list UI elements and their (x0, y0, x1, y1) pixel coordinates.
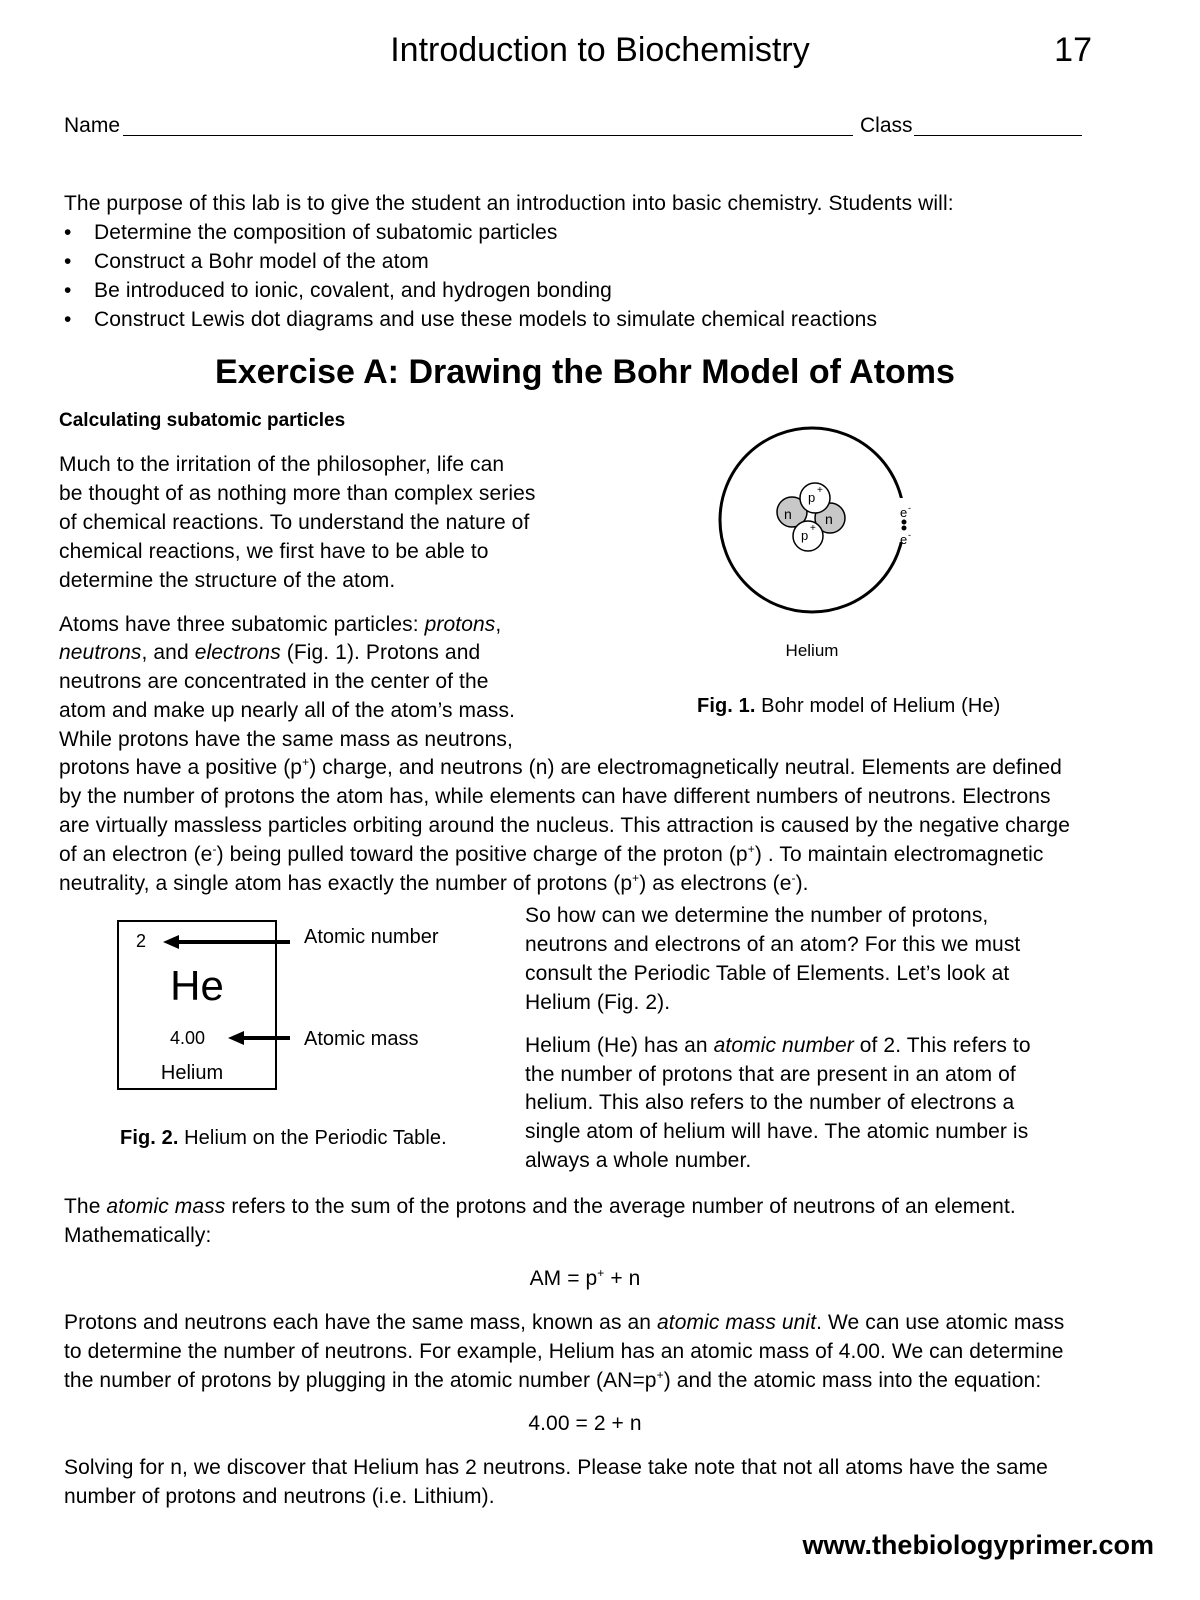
class-label: Class (860, 114, 913, 137)
paragraph-line: While protons have the same mass as neutrons, (59, 728, 513, 751)
paragraph-line: determine the structure of the atom. (59, 569, 396, 592)
list-item: Construct Lewis dot diagrams and use these models to simulate chemical reactions (94, 308, 878, 331)
paragraph-line: Atoms have three subatomic particles: protons, (59, 613, 502, 636)
electron-dot (902, 526, 907, 531)
intro-text: The purpose of this lab is to give the student an introduction into basic chemistry. Students will: (64, 192, 954, 215)
paragraph-line: neutrons, and electrons (Fig. 1). Protons and (59, 641, 481, 664)
paragraph-line: to determine the number of neutrons. For example, Helium has an atomic mass of 4.00. We can determine (64, 1340, 1064, 1363)
neutron-label: n (784, 506, 792, 522)
paragraph-line: helium. This also refers to the number of electrons a (525, 1091, 1015, 1114)
paragraph-line: Much to the irritation of the philosopher, life can (59, 453, 505, 476)
term-protons: protons (424, 613, 496, 636)
page-number: 17 (1054, 31, 1092, 69)
name-label: Name (64, 114, 121, 137)
proton-label: p (801, 528, 809, 543)
paragraph-line: Helium (Fig. 2). (525, 991, 671, 1014)
electron-dot (902, 520, 907, 525)
paragraph-line: single atom of helium will have. The atomic number is (525, 1120, 1029, 1143)
electron-label: e (900, 505, 908, 520)
term-atomic-mass-unit: atomic mass unit (656, 1311, 817, 1334)
fig2-caption: Fig. 2. Helium on the Periodic Table. (120, 1127, 447, 1149)
paragraph-line: So how can we determine the number of protons, (525, 904, 989, 927)
bullet-icon: • (64, 308, 72, 331)
nucleus (777, 483, 845, 551)
list-item: Determine the composition of subatomic particles (94, 221, 558, 244)
fig2-arrows (155, 925, 300, 1055)
footer-url[interactable]: www.thebiologyprimer.com (802, 1530, 1154, 1560)
paragraph-line: of chemical reactions. To understand the nature of (59, 511, 530, 534)
paragraph-line: chemical reactions, we first have to be able to (59, 540, 489, 563)
neutron-label: n (825, 511, 833, 527)
paragraph-line: neutrons are concentrated in the center of the (59, 670, 489, 693)
atomic-mass-value: 4.00 (170, 1028, 206, 1048)
electron-charge: - (908, 530, 911, 540)
paragraph-line: Solving for n, we discover that Helium has 2 neutrons. Please take note that not all atoms have the same (64, 1456, 1048, 1479)
atomic-number-label: Atomic number (304, 926, 439, 948)
paragraph-line: the number of protons by plugging in the atomic number (AN=p+) and the atomic mass into the equation: (64, 1368, 1042, 1392)
exercise-title: Exercise A: Drawing the Bohr Model of Atoms (215, 353, 955, 391)
name-field[interactable] (123, 135, 853, 136)
paragraph-line: the number of protons that are present in an atom of (525, 1063, 1016, 1086)
equation-helium: 4.00 = 2 + n (528, 1412, 642, 1435)
term-neutrons: neutrons (59, 641, 142, 664)
equation-am: AM = p+ + n (529, 1266, 641, 1290)
arrow-left-icon (163, 935, 179, 949)
paragraph-line: number of protons and neutrons (i.e. Lithium). (64, 1485, 495, 1508)
paragraph-line: of an electron (e-) being pulled toward the positive charge of the proton (p+) . To maintain electromagnetic (59, 842, 1044, 866)
paragraph-line: Helium (He) has an atomic number of 2. This refers to (525, 1034, 1031, 1057)
atomic-mass-label: Atomic mass (304, 1028, 419, 1050)
fig1-atom-label: Helium (785, 641, 839, 660)
paragraph-line: are virtually massless particles orbiting around the nucleus. This attraction is caused by the negative charge (59, 814, 1070, 837)
paragraph-line: atom and make up nearly all of the atom’s mass. (59, 699, 516, 722)
arrow-left-icon (228, 1031, 244, 1045)
bohr-model-diagram (700, 420, 930, 620)
term-atomic-number: atomic number (713, 1034, 854, 1057)
atomic-number-value: 2 (136, 931, 147, 951)
paragraph-line: Mathematically: (64, 1224, 212, 1247)
paragraph-line: consult the Periodic Table of Elements. Let’s look at (525, 962, 1010, 985)
fig1-caption: Fig. 1. Bohr model of Helium (He) (697, 695, 1001, 717)
section-subtitle: Calculating subatomic particles (59, 410, 346, 431)
proton-label: p (808, 490, 816, 505)
electron-shell (720, 428, 904, 612)
term-electrons: electrons (194, 641, 281, 664)
paragraph-line: neutrons and electrons of an atom? For this we must (525, 933, 1021, 956)
paragraph-line: The atomic mass refers to the sum of the protons and the average number of neutrons of an element. (64, 1195, 1016, 1218)
proton-charge: + (810, 523, 816, 534)
bullet-icon: • (64, 279, 72, 302)
paragraph-line: always a whole number. (525, 1149, 752, 1172)
term-atomic-mass: atomic mass (106, 1195, 226, 1218)
paragraph-line: be thought of as nothing more than complex series (59, 482, 536, 505)
list-item: Be introduced to ionic, covalent, and hydrogen bonding (94, 279, 612, 302)
paragraph-line: neutrality, a single atom has exactly the number of protons (p+) as electrons (e-). (59, 871, 809, 895)
bullet-icon: • (64, 221, 72, 244)
electron-charge: - (908, 503, 911, 513)
class-field[interactable] (914, 135, 1082, 136)
list-item: Construct a Bohr model of the atom (94, 250, 429, 273)
electron-label: e (900, 532, 908, 547)
bullet-icon: • (64, 250, 72, 273)
paragraph-line: protons have a positive (p+) charge, and neutrons (n) are electromagnetically neutral. Elements are defined (59, 755, 1062, 779)
page-title: Introduction to Biochemistry (390, 31, 810, 69)
paragraph-line: by the number of protons the atom has, while elements can have different numbers of neutrons. Electrons (59, 785, 1051, 808)
element-symbol: He (170, 962, 224, 1009)
element-name: Helium (160, 1062, 224, 1084)
paragraph-line: Protons and neutrons each have the same mass, known as an atomic mass unit. We can use atomic mass (64, 1311, 1065, 1334)
proton-charge: + (817, 485, 823, 496)
